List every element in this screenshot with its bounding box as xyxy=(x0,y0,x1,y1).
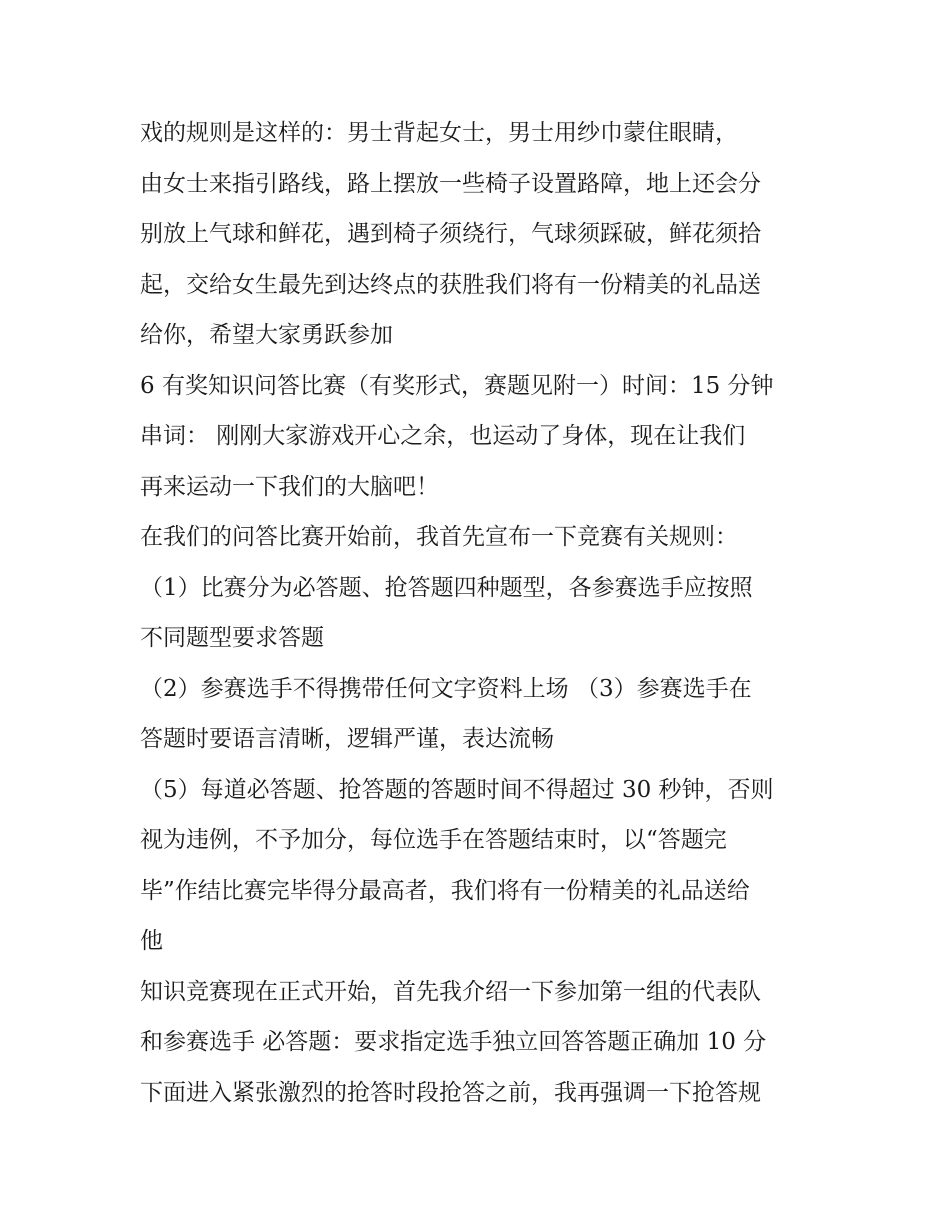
text-line: 下面进入紧张激烈的抢答时段抢答之前，我再强调一下抢答规 xyxy=(140,1079,761,1106)
text-line: 答题时要语言清晰，逻辑严谨，表达流畅 xyxy=(140,726,554,752)
text-line: 再来运动一下我们的大脑吧！ xyxy=(140,473,439,500)
text-line: 别放上气球和鲜花，遇到椅子须绕行，气球须踩破，鲜花须拾 xyxy=(140,221,761,247)
text-line: 6 有奖知识问答比赛（有奖形式，赛题见附一）时间：15 分钟 xyxy=(140,372,774,399)
text-line: 毕”作结比赛完毕得分最高者，我们将有一份精美的礼品送给 xyxy=(140,877,750,904)
text-line: 串词： 刚刚大家游戏开心之余，也运动了身体，现在让我们 xyxy=(140,423,746,449)
text-line: 不同题型要求答题 xyxy=(140,625,324,651)
text-line: 起，交给女生最先到达终点的获胜我们将有一份精美的礼品送 xyxy=(140,271,761,298)
text-line: 给你，希望大家勇跃参加 xyxy=(140,322,393,348)
text-line: 由女士来指引路线，路上摆放一些椅子设置路障，地上还会分 xyxy=(140,170,761,197)
text-line: 知识竞赛现在正式开始，首先我介绍一下参加第一组的代表队 xyxy=(140,978,761,1005)
text-line: 和参赛选手 必答题：要求指定选手独立回答答题正确加 10 分 xyxy=(140,1029,767,1055)
text-line: 戏的规则是这样的：男士背起女士，男士用纱巾蒙住眼睛， xyxy=(140,120,738,146)
text-line: 在我们的问答比赛开始前，我首先宣布一下竞赛有关规则： xyxy=(140,524,738,550)
text-line: 视为违例，不予加分，每位选手在答题结束时，以“答题完 xyxy=(140,827,727,853)
text-line: （1）比赛分为必答题、抢答题四种题型，各参赛选手应按照 xyxy=(140,574,753,601)
text-line: 他 xyxy=(140,928,163,954)
document-body xyxy=(140,108,820,1118)
text-line: （5）每道必答题、抢答题的答题时间不得超过 30 秒钟，否则 xyxy=(140,776,774,803)
text-line: （2）参赛选手不得携带任何文字资料上场 （3）参赛选手在 xyxy=(140,675,752,702)
